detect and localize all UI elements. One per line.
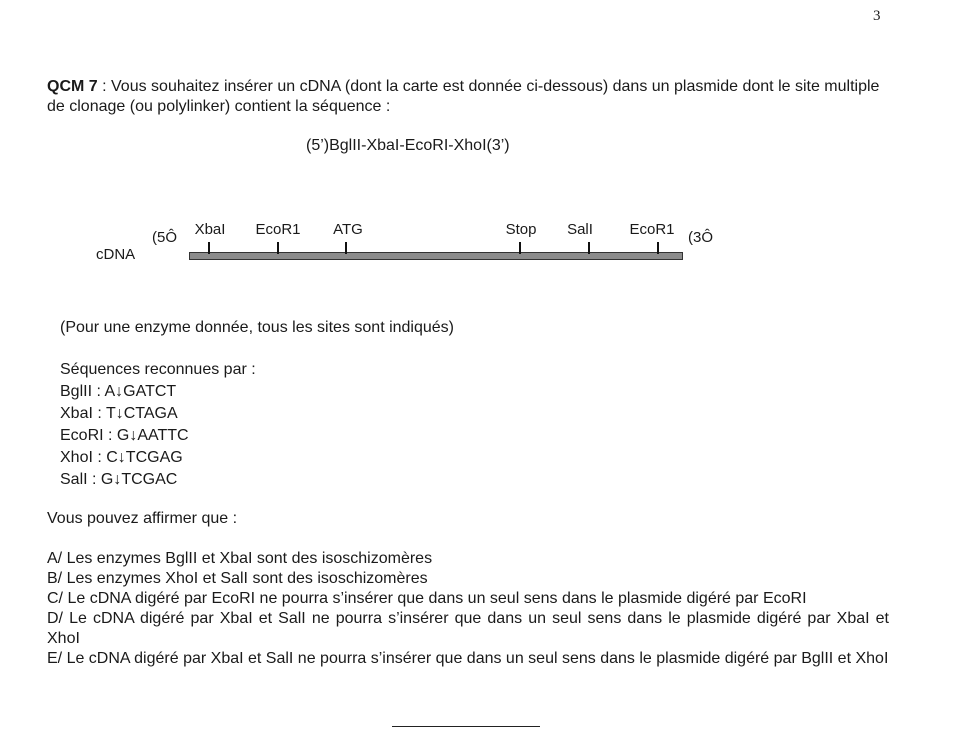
map-note: (Pour une enzyme donnée, tous les sites sont indiqués) [60, 319, 455, 336]
page-number: 3 [873, 8, 881, 24]
bottom-divider [392, 726, 540, 727]
site-label-ecor1-1: EcoR1 [255, 221, 301, 238]
question-text [47, 77, 892, 117]
site-tick-sali [588, 242, 590, 254]
question-body: : Vous souhaitez insérer un cDNA (dont la carte est donnée ci-dessous) dans un plasmide dont le site multiple de clonage (ou polylinker) contient la séquence : [47, 78, 880, 115]
five-prime-end-label: (5Ô [152, 229, 178, 246]
answer-c: C/ Le cDNA digéré par EcoRI ne pourra s’insérer que dans un seul sens dans le plasmide digéré par EcoRI [47, 590, 807, 607]
polylinker-sequence: (5’)BglII-XbaI-EcoRI-XhoI(3’) [306, 137, 510, 154]
site-tick-atg [345, 242, 347, 254]
sequence-xbai: XbaI : T↓CTAGA [60, 405, 178, 422]
site-tick-xbai [208, 242, 210, 254]
site-label-sali: SalI [567, 221, 593, 238]
answer-b: B/ Les enzymes XhoI et SalI sont des isoschizomères [47, 570, 428, 587]
cdna-bar [189, 252, 683, 260]
answer-e: E/ Le cDNA digéré par XbaI et SalI ne pourra s’insérer que dans un seul sens dans le plasmide digéré par BglII et XhoI [47, 650, 889, 667]
cdna-label: cDNA [96, 246, 136, 263]
sequence-bglii: BglII : A↓GATCT [60, 383, 177, 400]
sequences-title: Séquences reconnues par : [60, 361, 256, 378]
answer-a: A/ Les enzymes BglII et XbaI sont des isoschizomères [47, 550, 433, 567]
site-label-atg: ATG [333, 221, 363, 238]
three-prime-end-label: (3Ô [688, 229, 714, 246]
site-tick-ecor1-1 [277, 242, 279, 254]
answer-prompt: Vous pouvez affirmer que : [47, 510, 238, 527]
sequence-sali: SalI : G↓TCGAC [60, 471, 178, 488]
answer-d: D/ Le cDNA digéré par XbaI et SalI ne pourra s’insérer que dans un seul sens dans le plasmide digéré par XbaI et XhoI [47, 610, 889, 647]
site-tick-stop [519, 242, 521, 254]
site-label-stop: Stop [505, 221, 537, 238]
question-label: QCM 7 [47, 78, 98, 95]
answer-list [47, 549, 889, 669]
recognition-sequences [60, 359, 256, 491]
site-label-xbai: XbaI [194, 221, 226, 238]
sequence-xhoi: XhoI : C↓TCGAG [60, 449, 183, 466]
site-label-ecor1-2: EcoR1 [629, 221, 675, 238]
site-tick-ecor1-2 [657, 242, 659, 254]
sequence-ecori: EcoRI : G↓AATTC [60, 427, 189, 444]
